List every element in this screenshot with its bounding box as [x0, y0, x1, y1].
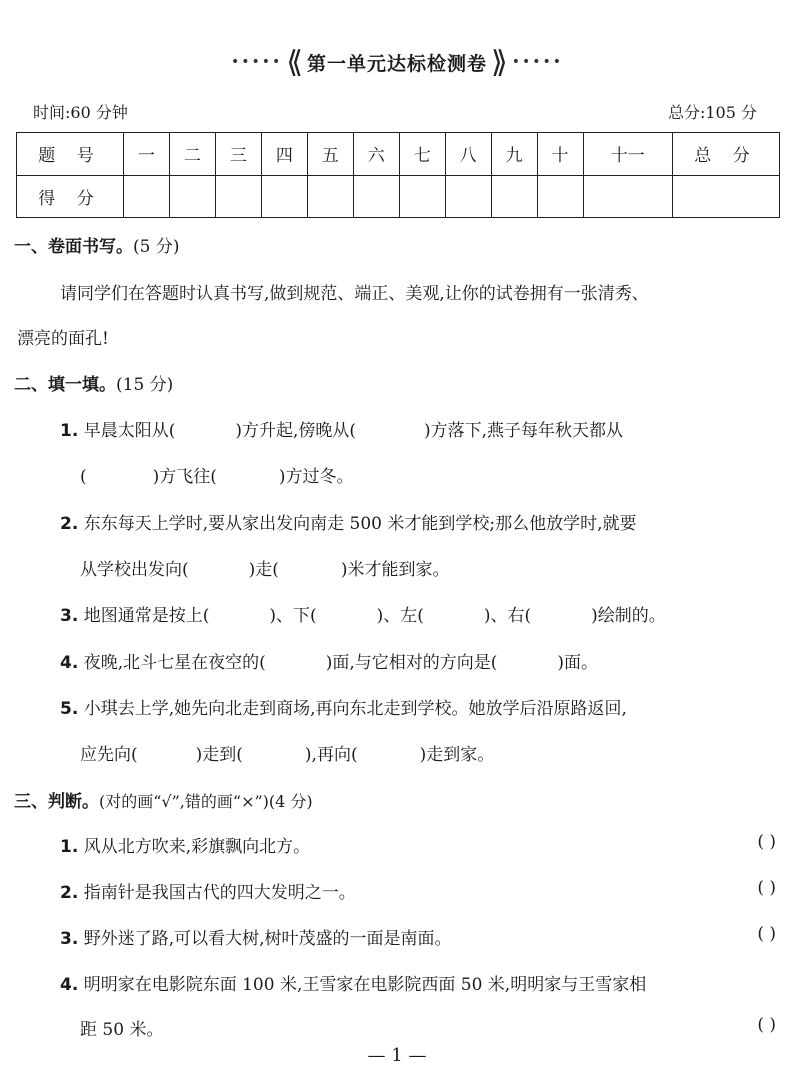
- score-cell[interactable]: [445, 175, 491, 218]
- q3-3-number: 3.: [60, 929, 79, 949]
- q2-5-text-e: )走到家。: [419, 745, 495, 765]
- score-cell[interactable]: [215, 175, 261, 218]
- decor-dots-right: •••••: [511, 54, 563, 70]
- section-1-heading: [14, 232, 179, 257]
- q2-5-line2: [80, 740, 494, 765]
- q2-1-text-d: (: [80, 467, 87, 487]
- score-col-4: 四: [261, 133, 307, 176]
- score-cell[interactable]: [399, 175, 445, 218]
- q2-2-line1: [60, 509, 637, 534]
- q2-4-text-a: 夜晚,北斗七星在夜空的(: [83, 653, 266, 673]
- score-col-7: 七: [399, 133, 445, 176]
- q3-3-line: [60, 924, 452, 949]
- q2-4-text-c: )面。: [557, 653, 599, 673]
- q2-3-text-b: )、下(: [269, 606, 317, 626]
- q2-1-text-e: )方飞往(: [152, 467, 217, 487]
- section-2-heading: [14, 370, 173, 395]
- exam-time: 时间:60 分钟: [33, 103, 128, 122]
- q3-2-text: 指南针是我国古代的四大发明之一。: [83, 883, 356, 903]
- score-cell[interactable]: [261, 175, 307, 218]
- section-1-text-line1: 请同学们在答题时认真书写,做到规范、端正、美观,让你的试卷拥有一张清秀、: [60, 284, 649, 304]
- section-1-title: 一、卷面书写。: [14, 237, 133, 257]
- q2-2-number: 2.: [60, 514, 79, 534]
- q3-2-number: 2.: [60, 883, 79, 903]
- q2-2-line2: [80, 555, 450, 580]
- page-title-banner: [0, 42, 794, 82]
- q3-1-number: 1.: [60, 837, 79, 857]
- q2-1-number: 1.: [60, 421, 79, 441]
- q3-1-answer-parens[interactable]: ( ): [757, 832, 776, 852]
- q3-3-answer-parens[interactable]: ( ): [757, 924, 776, 944]
- score-cell[interactable]: [537, 175, 583, 218]
- score-cell[interactable]: [124, 175, 170, 218]
- score-cell[interactable]: [169, 175, 215, 218]
- q3-4-answer-parens[interactable]: ( ): [757, 1015, 776, 1035]
- score-cell-total[interactable]: [673, 175, 780, 218]
- q2-4-number: 4.: [60, 653, 79, 673]
- section-3-title: 三、判断。: [14, 792, 99, 812]
- q2-4-line: [60, 648, 598, 673]
- q2-4-text-b: )面,与它相对的方向是(: [325, 653, 498, 673]
- score-col-1: 一: [124, 133, 170, 176]
- q2-3-text-a: 地图通常是按上(: [83, 606, 210, 626]
- q2-5-line1: [60, 694, 627, 719]
- section-1-points: (5 分): [133, 237, 180, 257]
- q2-3-text-c: )、左(: [376, 606, 424, 626]
- score-col-3: 三: [215, 133, 261, 176]
- q2-1-text-a: 早晨太阳从(: [83, 421, 176, 441]
- score-table-header-row: [17, 133, 780, 176]
- score-col-6: 六: [353, 133, 399, 176]
- q2-1-line2: [80, 462, 354, 487]
- page-number: — 1 —: [367, 1045, 427, 1066]
- q2-5-text-c: )走到(: [195, 745, 243, 765]
- q2-3-line: [60, 601, 666, 626]
- score-table: [16, 132, 780, 218]
- q2-3-text-e: )绘制的。: [591, 606, 666, 626]
- section-3-points: (对的画“√”,错的画“×”)(4 分): [99, 792, 313, 811]
- section-3-heading: [14, 787, 313, 812]
- q2-1-text-c: )方落下,燕子每年秋天都从: [424, 421, 624, 441]
- q2-2-text-d: )米才能到家。: [340, 560, 450, 580]
- q3-4-text1: 明明家在电影院东面 100 米,王雪家在电影院西面 50 米,明明家与王雪家相: [83, 975, 647, 995]
- decor-swirl-right: ⟫: [491, 44, 508, 80]
- q3-4-line2: 距 50 米。: [80, 1020, 164, 1040]
- q2-5-text-a: 小琪去上学,她先向北走到商场,再向东北走到学校。她放学后沿原路返回,: [83, 699, 627, 719]
- q2-2-text-c: )走(: [248, 560, 279, 580]
- score-col-10: 十: [537, 133, 583, 176]
- score-col-11: 十一: [583, 133, 672, 176]
- score-table-label: 题 号: [17, 133, 124, 176]
- score-col-9: 九: [491, 133, 537, 176]
- section-2-points: (15 分): [116, 375, 174, 395]
- section-2-title: 二、填一填。: [14, 375, 116, 395]
- decor-dots-left: •••••: [231, 54, 283, 70]
- section-1-text-line2: 漂亮的面孔!: [17, 329, 109, 349]
- exam-total-score: 总分:105 分: [667, 103, 757, 122]
- q2-2-text-b: 从学校出发向(: [80, 560, 189, 580]
- q3-4-line1: [60, 970, 646, 995]
- q3-1-text: 风从北方吹来,彩旗飘向北方。: [83, 837, 311, 857]
- q2-5-text-d: ),再向(: [304, 745, 358, 765]
- q2-5-text-b: 应先向(: [80, 745, 138, 765]
- q2-1-text-b: )方升起,傍晚从(: [235, 421, 357, 441]
- score-row-label: 得 分: [17, 175, 124, 218]
- q2-3-text-d: )、右(: [483, 606, 532, 626]
- score-col-8: 八: [445, 133, 491, 176]
- score-table-score-row: [17, 175, 780, 218]
- q3-1-line: [60, 832, 310, 857]
- q2-1-text-f: )方过冬。: [278, 467, 354, 487]
- decor-swirl-left: ⟪: [286, 44, 303, 80]
- q2-3-number: 3.: [60, 606, 79, 626]
- score-cell[interactable]: [491, 175, 537, 218]
- q3-4-number: 4.: [60, 975, 79, 995]
- page-title: 第一单元达标检测卷: [306, 52, 487, 75]
- score-cell[interactable]: [307, 175, 353, 218]
- q2-5-number: 5.: [60, 699, 79, 719]
- score-col-2: 二: [169, 133, 215, 176]
- score-cell[interactable]: [583, 175, 672, 218]
- score-col-total: 总 分: [673, 133, 780, 176]
- q3-2-line: [60, 878, 356, 903]
- q2-1-line1: [60, 416, 623, 441]
- score-col-5: 五: [307, 133, 353, 176]
- q3-3-text: 野外迷了路,可以看大树,树叶茂盛的一面是南面。: [83, 929, 452, 949]
- q3-2-answer-parens[interactable]: ( ): [757, 878, 776, 898]
- q2-2-text-a: 东东每天上学时,要从家出发向南走 500 米才能到学校;那么他放学时,就要: [83, 514, 637, 534]
- score-cell[interactable]: [353, 175, 399, 218]
